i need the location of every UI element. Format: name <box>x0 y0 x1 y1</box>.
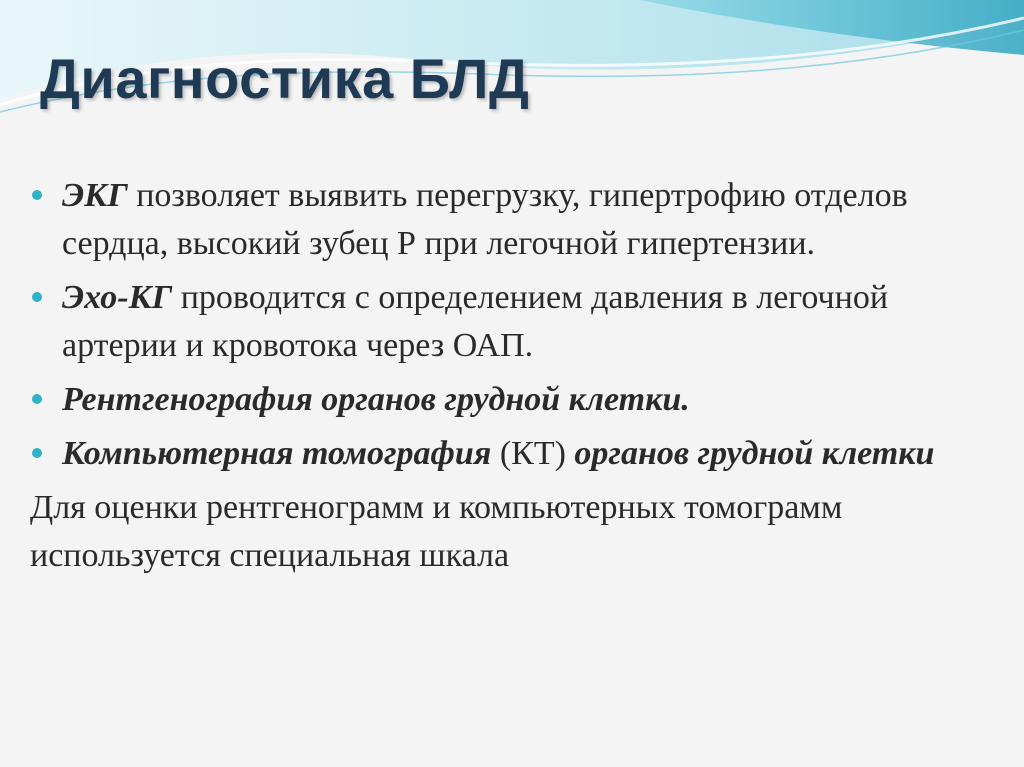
item-text: (КТ) <box>491 435 575 472</box>
note-paragraph: Для оценки рентгенограмм и компьютерных томограмм используется специальная шкала <box>30 489 843 574</box>
slide-content <box>30 172 1000 580</box>
list-item-ekg <box>30 172 1000 268</box>
bullet-dot <box>32 448 42 458</box>
term-continued: органов грудной клетки <box>574 435 935 472</box>
page-title: Диагностика БЛД <box>40 47 530 110</box>
list-item-xray <box>30 376 1000 424</box>
item-text: проводится с определением давления в легочной артерии и кровотока через ОАП. <box>62 279 889 364</box>
term: Эхо-КГ <box>62 279 173 316</box>
list-item-ct <box>30 430 1000 478</box>
term: ЭКГ <box>62 177 128 214</box>
bullet-dot <box>32 190 42 200</box>
term: Компьютерная томография <box>62 435 492 472</box>
list-item-echo <box>30 274 1000 370</box>
bullet-dot <box>32 292 42 302</box>
item-text: позволяет выявить перегрузку, гипертрофию отделов сердца, высокий зубец Р при легочной гипертензии. <box>62 177 908 262</box>
term: Рентгенография органов грудной клетки. <box>62 381 690 418</box>
bullet-dot <box>32 394 42 404</box>
